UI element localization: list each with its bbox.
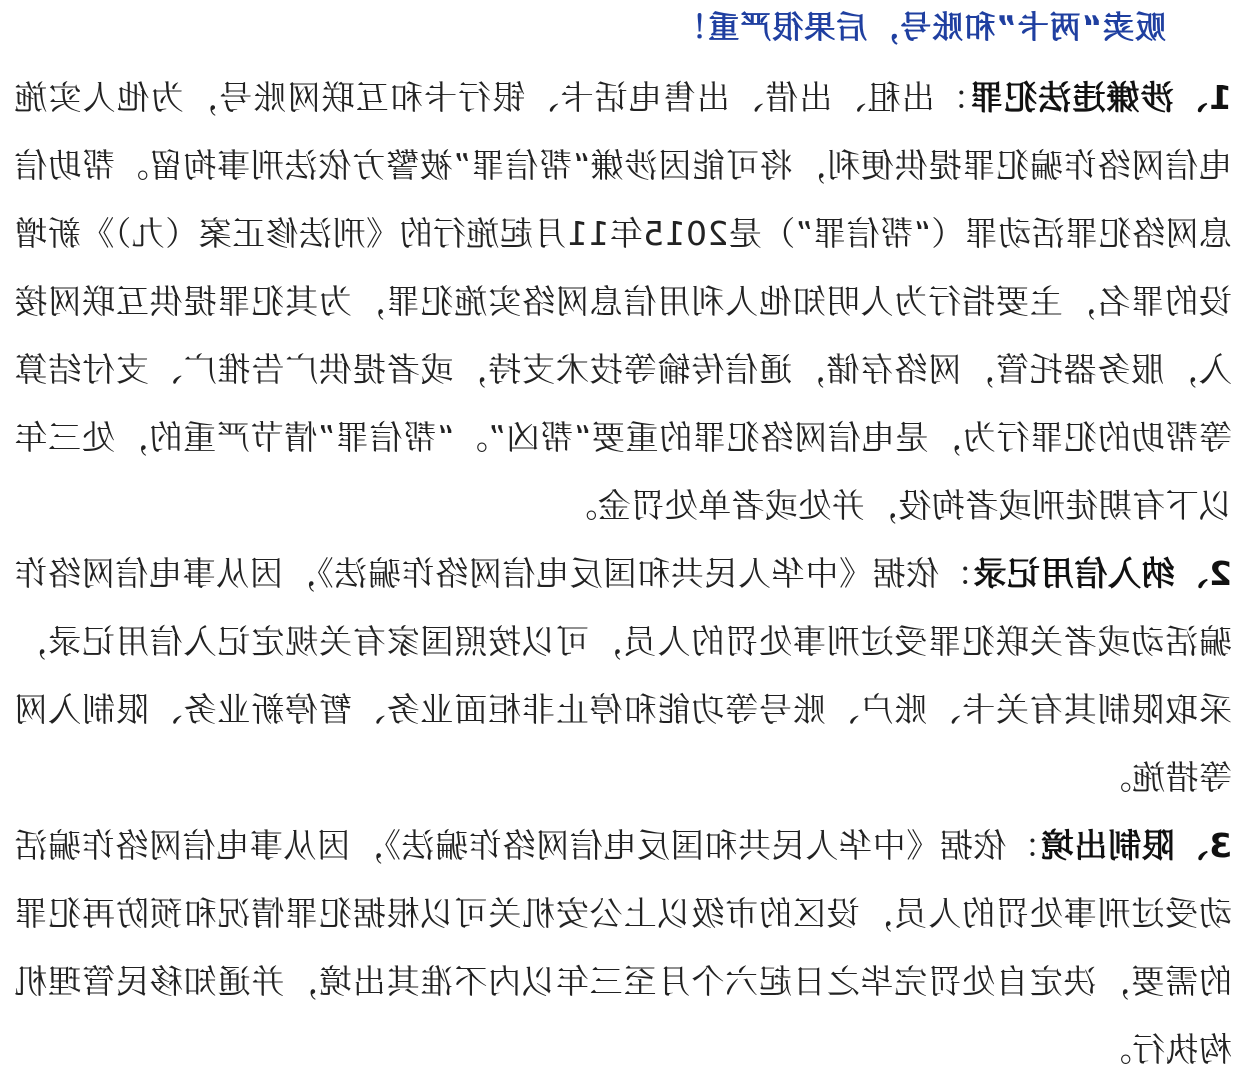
section-3-heading: 3、限制出境	[1040, 826, 1232, 865]
section-3-body: ：依据《中华人民共和国反电信网络诈骗法》，因从事电信网络诈骗活动受过刑事处罚的人员，设区的市级以上公安机关可以根据犯罪情况和预防再犯罪的需要，决定自处罚完毕之日起六个月至三年以内不准其出境，并通知移民管理机构执行。	[14, 826, 1232, 1069]
section-1-heading: 1、涉嫌违法犯罪	[968, 78, 1232, 117]
article-content	[14, 64, 1232, 1080]
section-3-paragraph	[14, 812, 1232, 1080]
section-2-body: ：依据《中华人民共和国反电信网络诈骗法》，因从事电信网络诈骗活动或者关联犯罪受过刑事处罚的人员，可以按照国家有关规定记入信用记录，采取限制其有关卡、账户、账号等功能和停止非柜面业务、暂停新业务、限制入网等措施。	[14, 554, 1232, 797]
section-2-heading: 2、纳入信用记录	[972, 554, 1232, 593]
section-1-paragraph	[14, 64, 1232, 540]
section-1-body: ：出租、出借、出售电话卡、银行卡和互联网账号，为他人实施电信网络诈骗犯罪提供便利，将可能因涉嫌“帮信罪”被警方依法刑事拘留。帮助信息网络犯罪活动罪（“帮信罪”）是2015年11月起施行的《刑法修正案（九）》新增设的罪名，主要指行为人明知他人利用信息网络实施犯罪，为其犯罪提供互联网接入，服务器托管，网络存储，通信传输等技术支持，或者提供广告推广、支付结算等帮助的犯罪行为，是电信网络犯罪的重要“帮凶”。“帮信罪”情节严重的，处三年以下有期徒刑或者拘役，并处或者单处罚金。	[14, 78, 1232, 525]
section-2-paragraph	[14, 540, 1232, 812]
article-title: 贩卖“两卡”和账号，后果很严重！	[675, 10, 1166, 46]
